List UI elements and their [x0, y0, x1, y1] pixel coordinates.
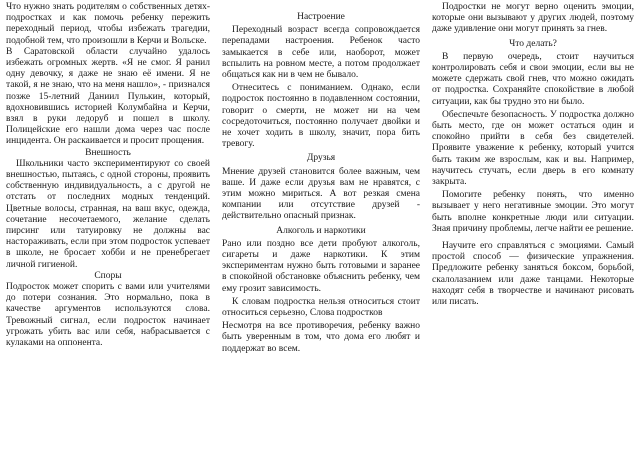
emotions-paragraph: Подростки не могут верно оценить эмоции, которые они вызывают у других людей, поэтому даже удивление они могут принять за гнев. [432, 2, 634, 35]
alcohol-paragraph: Рано или поздно все дети пробуют алкоголь, сигареты и даже наркотики. К этим экспериментам нужно быть готовыми и заранее в спокойной обстановке объяснить ребенку, чем ему грозит зависимость. [222, 238, 420, 294]
heading-mood: Настроение [297, 12, 345, 22]
mood-paragraph: Переходный возраст всегда сопровождается перепадами настроения. Ребенок часто замыкается в себе или, наоборот, может вспылить на ровном месте, а потом продолжает общаться как ни в чем не бывало. [222, 25, 420, 81]
coping-paragraph: Научите его справляться с эмоциями. Самый простой способ — физические упражнения. Предложите ребенку заняться боксом, борьбой, скалолазанием или даже танцами. Некоторые находят себя в творчестве и начинают рисовать или писать. [432, 241, 634, 308]
heading-disputes: Споры [94, 270, 122, 281]
disputes-paragraph: Подросток может спорить с вами или учителями до потери сознания. Это нормально, пока в качестве аргументов используются слова. Тревожный сигнал, если подросток начинает угрожать убить вас или себя, набрасывается с кулаками на оппонента. [6, 282, 210, 349]
heading-friends: Друзья [306, 153, 336, 164]
heading-alcohol: Алкоголь и наркотики [276, 225, 366, 236]
column-right [432, 2, 634, 308]
intro-paragraph: Что нужно знать родителям о собственных детях-подростках и как помочь ребенку пережить переходный период, чтобы избежать трагедии, подобной тем, что произошли в Керчи и Вольске. [6, 2, 210, 46]
saratov-paragraph: В Саратовской области случайно удалось избежать огромных жертв. «Я не смог. Я ранил одну девочку, я даже не знаю её имени. Я не такой, я не знаю, что на меня нашло», - признался позже 15-летний Даниил Пулькин, который, вдохновившись историей Колумбайна и Керчи, взял в руки ледоруб и пошел в школу. Полицейские его нашли дома через час после инцидента. Он раскаивается и просит прощения. [6, 46, 210, 147]
heading-appearance: Внешность [85, 147, 131, 158]
appearance-paragraph: Школьники часто экспериментируют со своей внешностью, пытаясь, с одной стороны, проявить собственную индивидуальность, а с другой не отстать от последних модных тенденций. Цветные волосы, странная, на ваш вкус, одежда, сочетание несочетаемого, желание сделать пирсинг или татуировку не должны вас настораживать, если при этом подросток успевает в школе, не бросает хобби и не пренебрегает личной гигиеной. [6, 158, 210, 270]
understand-emotions-paragraph: Помогите ребенку понять, что именно вызывает у него негативные эмоции. Это могут быть вполне конкретные люди или ситуации. Зная причину проблемы, легче найти ее решение. [432, 190, 634, 234]
friends-paragraph: Мнение друзей становится более важным, чем ваше. И даже если друзья вам не нравятся, с этим можно мириться. А вот резкая смена компании или отсутствие друзей - действительно опасный признак. [222, 166, 420, 222]
heading-what-to-do: Что делать? [509, 38, 557, 49]
understanding-paragraph: Отнеситесь с пониманием. Однако, если подросток постоянно в подавленном состоянии, говорит о смерти, не может ни на чем сосредоточиться, постоянно получает двойки и не хочет ходить в школу, значит, пора бить тревогу. [222, 83, 420, 150]
column-left [6, 2, 210, 349]
self-control-paragraph: В первую очередь, стоит научиться контролировать себя и свои эмоции, если вы не можете сдержать свой гнев, что можно ожидать от подростка. Сохраняйте спокойствие в любой ситуации, как бы трудно это ни было. [432, 51, 634, 107]
column-middle [222, 2, 420, 355]
words-paragraph: К словам подростка нельзя относиться стоит относиться серьезно, Слова подростков [222, 296, 420, 319]
support-paragraph: Несмотря на все противоречия, ребенку важно быть уверенным в том, что дома его любят и поддержат во всем. [222, 321, 420, 354]
safety-paragraph: Обеспечьте безопасность. У подростка должно быть место, где он может остаться один и спокойно прийти в себя без свидетелей. Проявите уважение к ребенку, который учится быть таким же взрослым, как и вы. Например, научитесь стучать, если дверь в его комнату закрыта. [432, 109, 634, 188]
